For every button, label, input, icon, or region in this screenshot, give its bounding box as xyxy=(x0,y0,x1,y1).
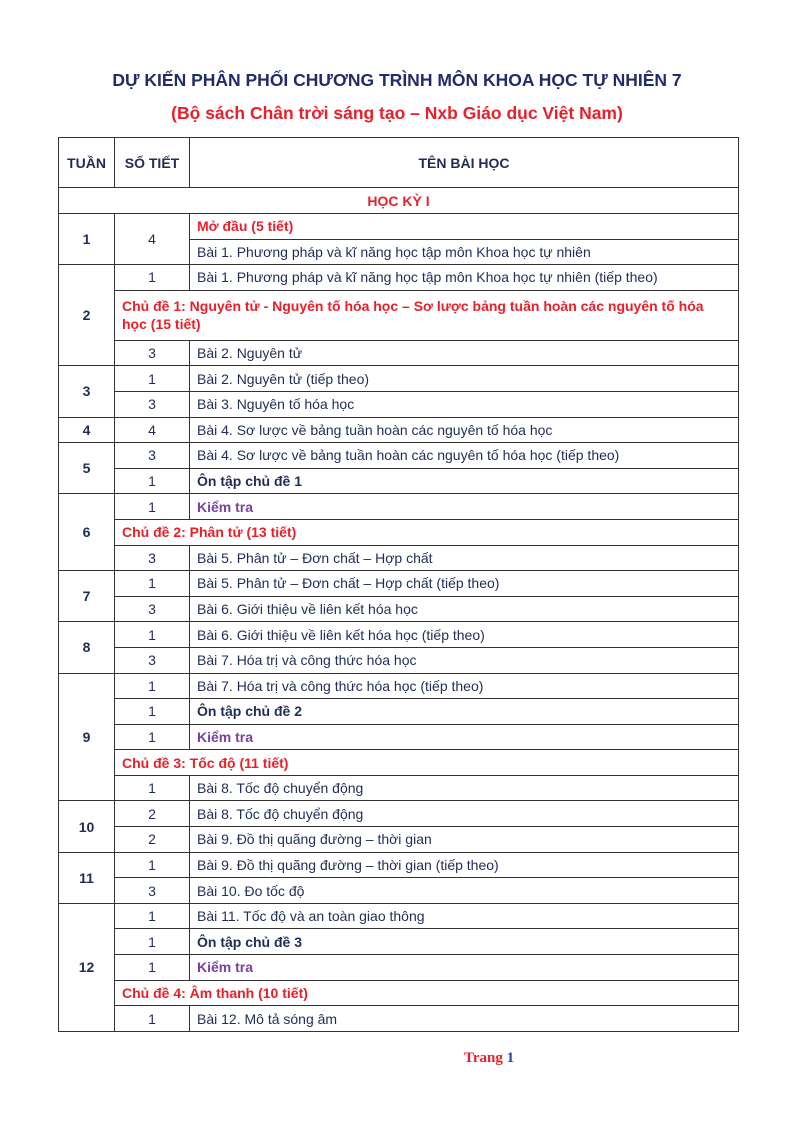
topic-cell: Chủ đề 4: Âm thanh (10 tiết) xyxy=(115,980,739,1006)
lesson-cell: Bài 2. Nguyên tử (tiếp theo) xyxy=(190,366,739,392)
hours-cell: 1 xyxy=(115,1006,190,1032)
lesson-cell: Bài 7. Hóa trị và công thức hóa học xyxy=(190,647,739,673)
hours-cell: 4 xyxy=(115,214,190,265)
table-row xyxy=(59,980,739,1006)
document-title: DỰ KIẾN PHÂN PHỐI CHƯƠNG TRÌNH MÔN KHOA HỌC TỰ NHIÊN 7 xyxy=(112,70,682,90)
table-row xyxy=(59,699,739,725)
hours-cell: 3 xyxy=(115,443,190,469)
lesson-cell: Bài 2. Nguyên tử xyxy=(190,340,739,366)
lesson-cell: Bài 3. Nguyên tố hóa học xyxy=(190,391,739,417)
table-row xyxy=(59,1006,739,1032)
hours-cell: 3 xyxy=(115,647,190,673)
week-cell: 12 xyxy=(59,903,115,1031)
hours-cell: 1 xyxy=(115,265,190,291)
week-cell: 11 xyxy=(59,852,115,903)
table-row xyxy=(59,647,739,673)
table-row xyxy=(59,724,739,750)
week-cell: 1 xyxy=(59,214,115,265)
hours-cell: 3 xyxy=(115,340,190,366)
test-cell: Kiểm tra xyxy=(190,724,739,750)
table-row xyxy=(59,417,739,443)
review-cell: Ôn tập chủ đề 3 xyxy=(190,929,739,955)
week-cell: 8 xyxy=(59,622,115,673)
table-row xyxy=(59,290,739,340)
table-row xyxy=(59,443,739,469)
lesson-cell: Bài 9. Đồ thị quãng đường – thời gian xyxy=(190,827,739,853)
lesson-cell: Bài 8. Tốc độ chuyển động xyxy=(190,775,739,801)
hours-cell: 1 xyxy=(115,775,190,801)
hours-cell: 1 xyxy=(115,724,190,750)
table-row xyxy=(59,955,739,981)
lesson-cell: Bài 7. Hóa trị và công thức hóa học (tiếp theo) xyxy=(190,673,739,699)
table-row xyxy=(59,878,739,904)
table-row xyxy=(59,596,739,622)
table-row xyxy=(59,519,739,545)
hours-cell: 1 xyxy=(115,852,190,878)
week-cell: 7 xyxy=(59,571,115,622)
lesson-cell: Bài 6. Giới thiệu về liên kết hóa học (tiếp theo) xyxy=(190,622,739,648)
table-row xyxy=(59,852,739,878)
schedule-table xyxy=(58,137,739,1032)
page-number: 1 xyxy=(506,1050,515,1066)
week-cell: 5 xyxy=(59,443,115,494)
page-footer xyxy=(464,1050,514,1067)
test-cell: Kiểm tra xyxy=(190,955,739,981)
table-row xyxy=(59,468,739,494)
lesson-cell: Bài 4. Sơ lược về bảng tuần hoàn các nguyên tố hóa học xyxy=(190,417,739,443)
table-row xyxy=(59,750,739,776)
lesson-cell: Bài 1. Phương pháp và kĩ năng học tập môn Khoa học tự nhiên xyxy=(190,239,739,265)
lesson-cell: Bài 12. Mô tả sóng âm xyxy=(190,1006,739,1032)
hours-cell: 4 xyxy=(115,417,190,443)
lesson-cell: Bài 6. Giới thiệu về liên kết hóa học xyxy=(190,596,739,622)
hours-cell: 1 xyxy=(115,494,190,520)
week-cell: 3 xyxy=(59,366,115,417)
lesson-cell: Bài 5. Phân tử – Đơn chất – Hợp chất (tiếp theo) xyxy=(190,571,739,597)
hours-cell: 2 xyxy=(115,827,190,853)
hours-cell: 1 xyxy=(115,955,190,981)
header-hours: SỐ TIẾT xyxy=(115,138,190,188)
lesson-cell: Bài 4. Sơ lược về bảng tuần hoàn các nguyên tố hóa học (tiếp theo) xyxy=(190,443,739,469)
semester-row: HỌC KỲ I xyxy=(59,188,739,214)
table-row xyxy=(59,265,739,291)
lesson-cell: Bài 1. Phương pháp và kĩ năng học tập môn Khoa học tự nhiên (tiếp theo) xyxy=(190,265,739,291)
table-row xyxy=(59,545,739,571)
lesson-cell: Bài 11. Tốc độ và an toàn giao thông xyxy=(190,903,739,929)
hours-cell: 1 xyxy=(115,622,190,648)
topic-cell: Chủ đề 2: Phân tử (13 tiết) xyxy=(115,519,739,545)
hours-cell: 1 xyxy=(115,366,190,392)
document-subtitle: (Bộ sách Chân trời sáng tạo – Nxb Giáo dục Việt Nam) xyxy=(171,103,623,123)
hours-cell: 1 xyxy=(115,699,190,725)
week-cell: 6 xyxy=(59,494,115,571)
hours-cell: 1 xyxy=(115,903,190,929)
hours-cell: 3 xyxy=(115,545,190,571)
topic-cell: Chủ đề 3: Tốc độ (11 tiết) xyxy=(115,750,739,776)
table-row xyxy=(59,391,739,417)
table-row xyxy=(59,494,739,520)
hours-cell: 3 xyxy=(115,596,190,622)
hours-cell: 1 xyxy=(115,571,190,597)
header-week: TUẦN xyxy=(59,138,115,188)
hours-cell: 3 xyxy=(115,878,190,904)
table-row xyxy=(59,775,739,801)
lesson-cell: Bài 8. Tốc độ chuyển động xyxy=(190,801,739,827)
table-row xyxy=(59,827,739,853)
topic-cell: Chủ đề 1: Nguyên tử - Nguyên tố hóa học – Sơ lược bảng tuần hoàn các nguyên tố hóa học (15 tiết) xyxy=(115,290,739,340)
hours-cell: 1 xyxy=(115,468,190,494)
table-row xyxy=(59,340,739,366)
week-cell: 9 xyxy=(59,673,115,801)
hours-cell: 2 xyxy=(115,801,190,827)
topic-cell: Mở đầu (5 tiết) xyxy=(190,214,739,240)
lesson-cell: Bài 9. Đồ thị quãng đường – thời gian (tiếp theo) xyxy=(190,852,739,878)
table-row xyxy=(59,801,739,827)
lesson-cell: Bài 10. Đo tốc độ xyxy=(190,878,739,904)
week-cell: 4 xyxy=(59,417,115,443)
review-cell: Ôn tập chủ đề 1 xyxy=(190,468,739,494)
week-cell: 2 xyxy=(59,265,115,366)
table-row xyxy=(59,673,739,699)
table-row xyxy=(59,214,739,240)
lesson-cell: Bài 5. Phân tử – Đơn chất – Hợp chất xyxy=(190,545,739,571)
hours-cell: 3 xyxy=(115,391,190,417)
test-cell: Kiểm tra xyxy=(190,494,739,520)
table-row xyxy=(59,571,739,597)
page-label: Trang xyxy=(464,1050,503,1066)
review-cell: Ôn tập chủ đề 2 xyxy=(190,699,739,725)
table-row xyxy=(59,929,739,955)
hours-cell: 1 xyxy=(115,673,190,699)
table-row xyxy=(59,903,739,929)
table-row xyxy=(59,622,739,648)
table-row xyxy=(59,366,739,392)
week-cell: 10 xyxy=(59,801,115,852)
hours-cell: 1 xyxy=(115,929,190,955)
header-lesson: TÊN BÀI HỌC xyxy=(190,138,739,188)
